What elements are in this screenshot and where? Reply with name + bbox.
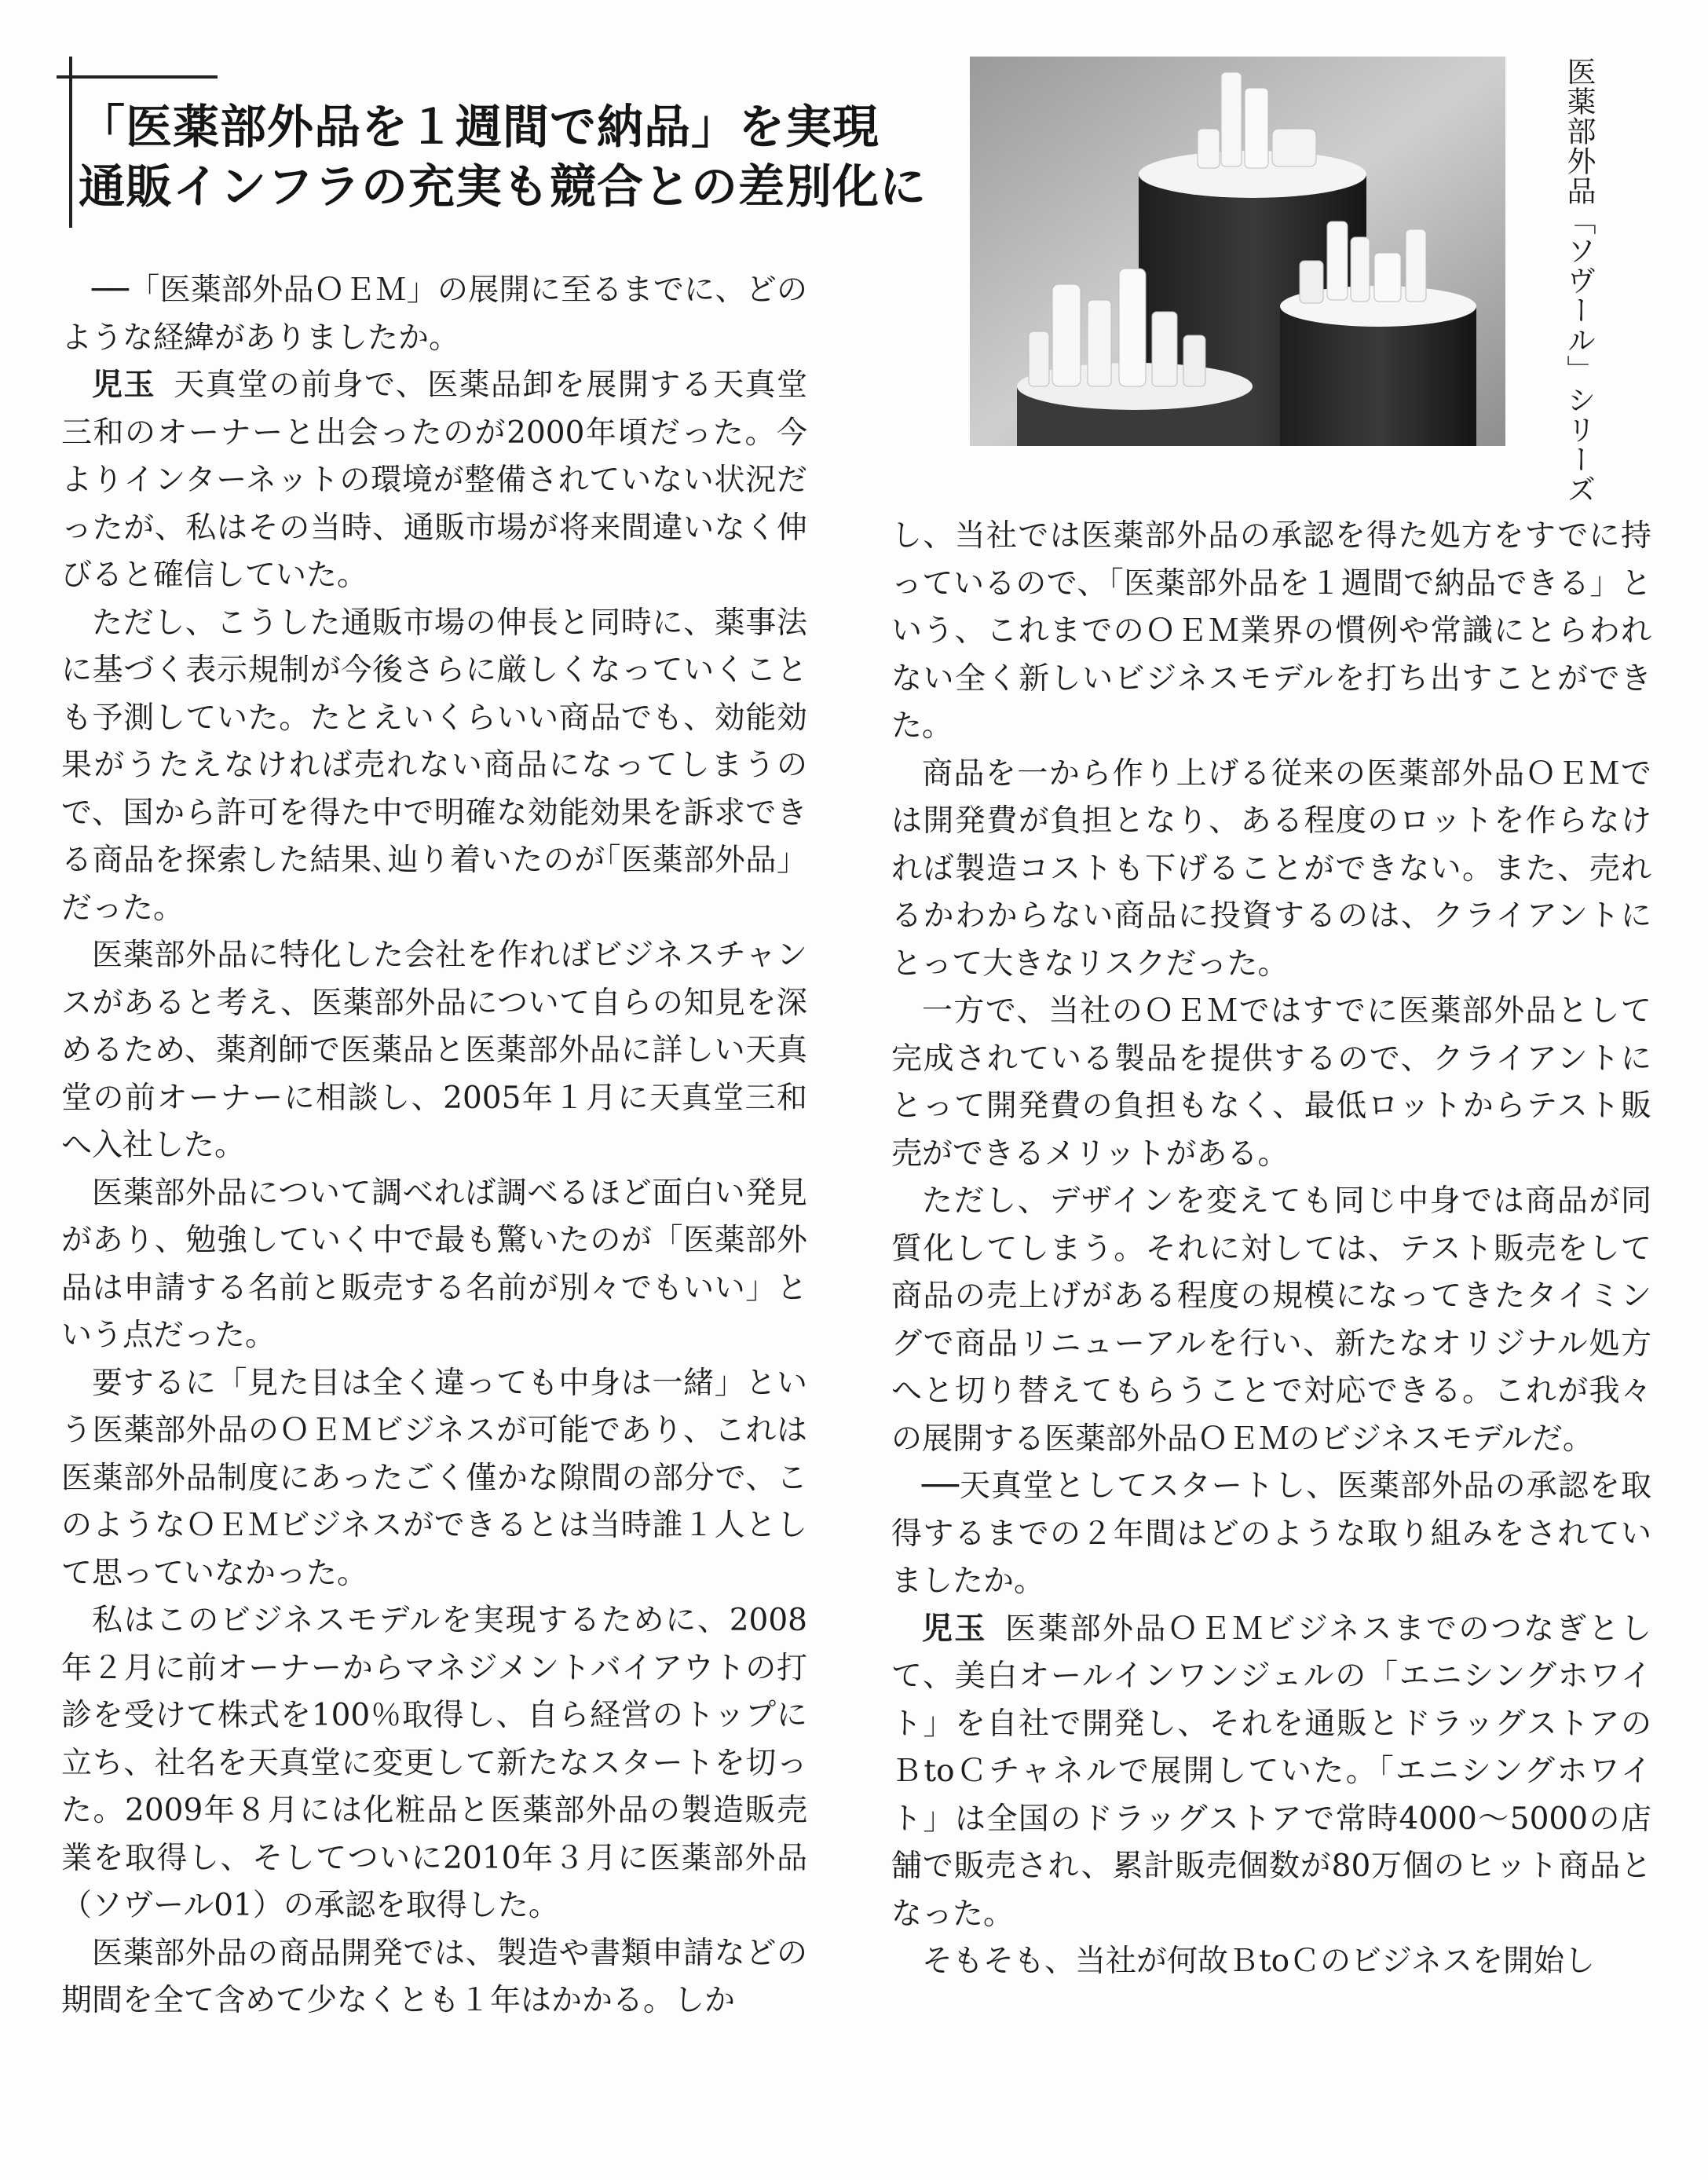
body-paragraph: ただし、デザインを変えても同じ中身では商品が同質化してしまう。それに対しては、テスト販売をして商品の売上げがある程度の規模になってきたタイミングで商品リニューアルを行い、新たなオリジナル処方へと切り替えてもらうことで対応できる。これが我々の展開する医薬部外品ＯＥＭのビジネスモデルだ。 — [891, 1183, 1651, 1457]
speaker-name: 児玉 — [922, 1611, 987, 1647]
heading-frame-line-left — [69, 57, 72, 228]
answer-paragraph-1 — [61, 362, 807, 600]
body-paragraph: 要するに「見た目は全く違っても中身は一緒」という医薬部外品のＯＥＭビジネスが可能であり、これは医薬部外品制度にあったごく僅かな隙間の部分で、このようなＯＥＭビジネスができるとは当時誰１人として思っていなかった。 — [61, 1365, 807, 1591]
body-paragraph: 私はこのビジネスモデルを実現するために、2008年２月に前オーナーからマネジメントバイアウトの打診を受けて株式を100％取得し、自ら経営のトップに立ち、社名を天真堂に変更して新たなスタートを切った。2009年８月には化粧品と医薬部外品の製造販売業を取得し、そしてついに2010年３月に医薬部外品（ソヴール01）の承認を取得した。 — [61, 1603, 807, 1923]
speaker-name: 児玉 — [92, 368, 155, 403]
body-paragraph: ただし、こうした通販市場の伸長と同時に、薬事法に基づく表示規制が今後さらに厳しくなっていくことも予測していた。たとえいくらいい商品でも、効能効果がうたえなければ売れない商品になってしまうので、国から許可を得た中で明確な効能効果を訴求できる商品を探索した結果､辿り着いたのが｢医薬部外品」だった。 — [61, 605, 807, 926]
answer-paragraph-2 — [891, 1606, 1651, 1939]
article-heading — [79, 97, 927, 217]
left-column — [61, 267, 807, 2152]
product-display-illustration — [970, 57, 1505, 446]
body-paragraph: 商品を一から作り上げる従来の医薬部外品ＯＥＭでは開発費が負担となり、ある程度のロットを作らなければ製造コストも下げることができない。また、売れるかわからない商品に投資するのは、クライアントにとって大きなリスクだった。 — [891, 755, 1651, 982]
body-paragraph: 一方で、当社のＯＥＭではすでに医薬部外品として完成されている製品を提供するので、クライアントにとって開発費の負担もなく、最低ロットからテスト販売ができるメリットがある。 — [891, 993, 1651, 1172]
body-paragraph: 医薬部外品の商品開発では、製造や書類申請などの期間を全て含めて少なくとも１年はかかる。しか — [61, 1935, 807, 2018]
right-column — [891, 513, 1651, 2154]
interview-question-2: ──天真堂としてスタートし、医薬部外品の承認を取得するまでの２年間はどのような取り組みをされていましたか。 — [891, 1469, 1651, 1599]
body-paragraph: 医薬部外品について調べれば調べるほど面白い発見があり、勉強していく中で最も驚いたのが「医薬部外品は申請する名前と販売する名前が別々でもいい」という点だった。 — [61, 1175, 807, 1353]
interview-question-1: ──「医薬部外品ＯＥＭ」の展開に至るまでに、どのような経緯がありましたか。 — [61, 272, 807, 356]
heading-line-2: 通販インフラの充実も競合との差別化に — [79, 159, 927, 214]
heading-line-1: 「医薬部外品を１週間で納品」を実現 — [79, 100, 880, 154]
body-paragraph: そもそも、当社が何故ＢtoＣのビジネスを開始し — [922, 1944, 1595, 1979]
body-paragraph: 医薬部外品に特化した会社を作ればビジネスチャンスがあると考え、医薬部外品について自らの知見を深めるため、薬剤師で医薬品と医薬部外品に詳しい天真堂の前オーナーに相談し、2005年１月に天真堂三和へ入社した。 — [61, 938, 807, 1163]
heading-frame-line-top — [57, 75, 218, 79]
body-paragraph-continued: し、当社では医薬部外品の承認を得た処方をすでに持っているので、「医薬部外品を１週間で納品できる」という、これまでのＯＥＭ業界の慣例や常識にとらわれない全く新しいビジネスモデルを打ち出すことができた。 — [891, 518, 1651, 744]
answer-text-2: 医薬部外品ＯＥＭビジネスまでのつなぎとして、美白オールインワンジェルの「エニシングホワイト」を自社で開発し、それを通販とドラッグストアのＢtoＣチャネルで展開していた。「エニシングホワイト」は全国のドラッグストアで常時4000～5000の店舗で販売され、累計販売個数が80万個のヒット商品となった。 — [891, 1611, 1651, 1932]
answer-text-1: 天真堂の前身で、医薬品卸を展開する天真堂三和のオーナーと出会ったのが2000年頃だった。今よりインターネットの環境が整備されていない状況だったが、私はその当時、通販市場が将来間違いなく伸びると確信していた。 — [61, 368, 807, 593]
photo-caption: 医薬部外品「ソヴール」シリーズ — [1562, 57, 1596, 504]
product-display-photo — [970, 57, 1505, 446]
